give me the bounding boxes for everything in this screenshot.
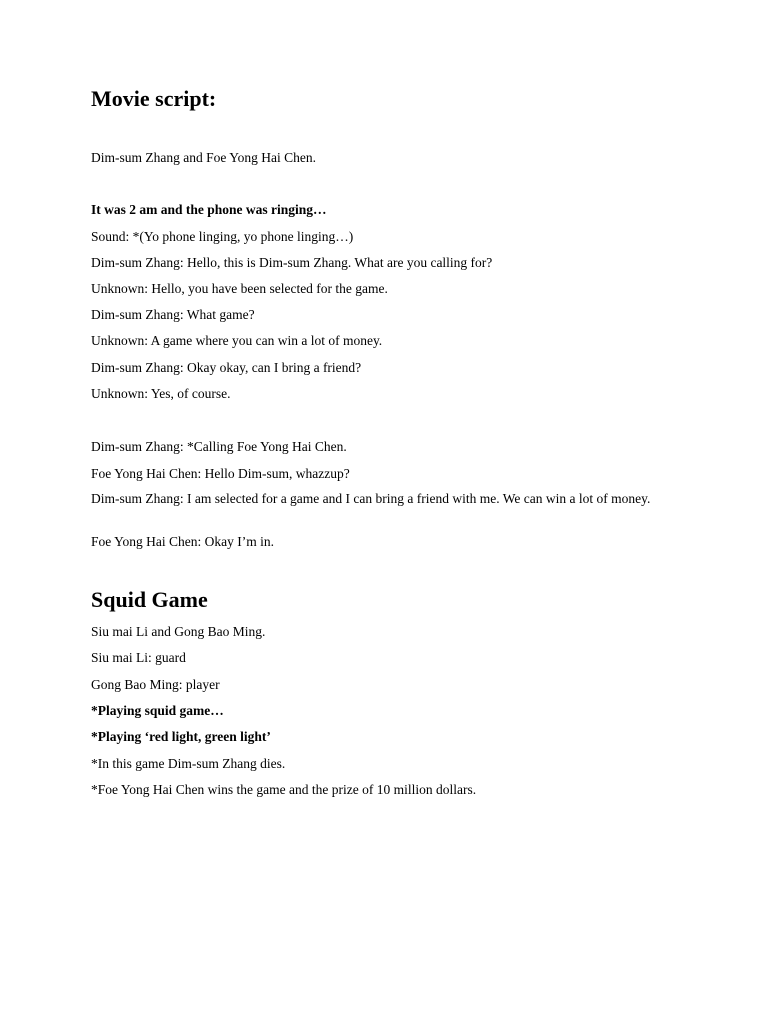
script-line: Sound: *(Yo phone linging, yo phone linging…) xyxy=(91,229,354,244)
script-line: Dim-sum Zhang: What game? xyxy=(91,307,255,322)
cast-line: Dim-sum Zhang and Foe Yong Hai Chen. xyxy=(91,150,316,165)
script-line: Dim-sum Zhang: *Calling Foe Yong Hai Chen. xyxy=(91,439,347,454)
script-line: Foe Yong Hai Chen: Okay I’m in. xyxy=(91,534,274,549)
outcome-line: *Foe Yong Hai Chen wins the game and the prize of 10 million dollars. xyxy=(91,782,477,797)
script-line: Foe Yong Hai Chen: Hello Dim-sum, whazzup? xyxy=(91,466,350,481)
role-line: Siu mai Li: guard xyxy=(91,650,186,665)
action-line: *Playing ‘red light, green light’ xyxy=(91,729,271,744)
script-line: Dim-sum Zhang: Okay okay, can I bring a friend? xyxy=(91,360,362,375)
script-line: Dim-sum Zhang: I am selected for a game and I can bring a friend with me. We can win a lot of money. xyxy=(91,491,651,506)
heading-movie-script: Movie script: xyxy=(91,86,217,111)
cast-line: Siu mai Li and Gong Bao Ming. xyxy=(91,624,266,639)
script-line: Unknown: Hello, you have been selected for the game. xyxy=(91,281,388,296)
script-line: Unknown: A game where you can win a lot of money. xyxy=(91,333,383,348)
role-line: Gong Bao Ming: player xyxy=(91,677,220,692)
action-line: *Playing squid game… xyxy=(91,703,224,718)
script-line: Unknown: Yes, of course. xyxy=(91,386,231,401)
script-line: Dim-sum Zhang: Hello, this is Dim-sum Zhang. What are you calling for? xyxy=(91,255,493,270)
scene-intro: It was 2 am and the phone was ringing… xyxy=(91,202,327,217)
heading-squid-game: Squid Game xyxy=(91,587,208,612)
outcome-line: *In this game Dim-sum Zhang dies. xyxy=(91,756,286,771)
